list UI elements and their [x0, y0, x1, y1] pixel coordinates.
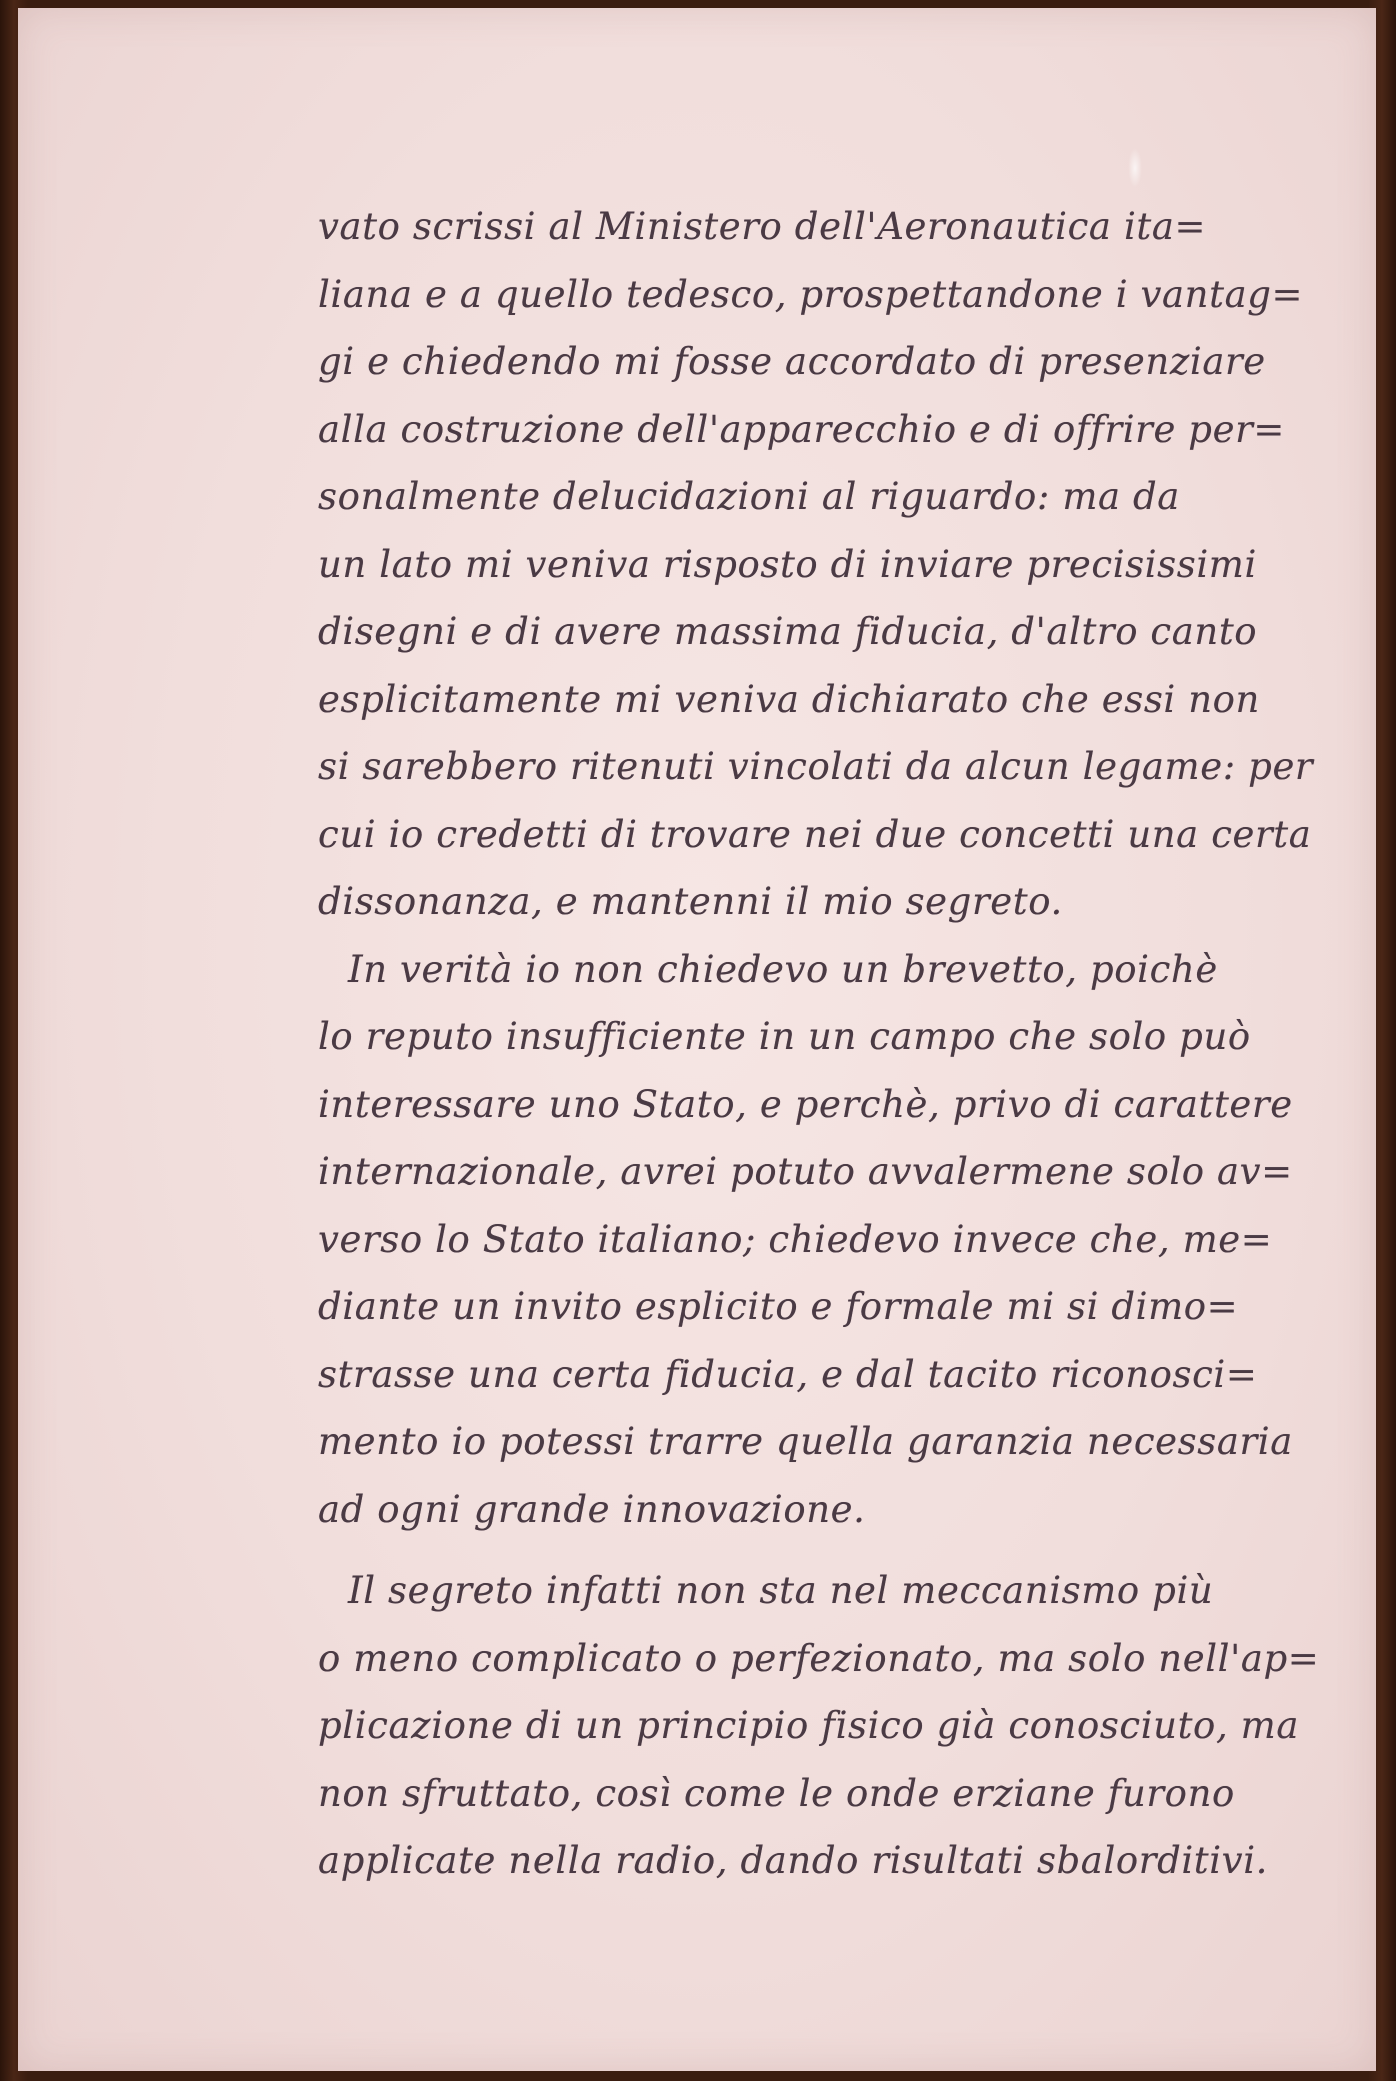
paper-blemish	[1128, 148, 1142, 188]
text-line: diante un invito esplicito e formale mi si dimo=	[318, 1285, 1239, 1328]
text-line: plicazione di un principio fisico già conosciuto, ma	[318, 1704, 1300, 1747]
text-line: disegni e di avere massima fiducia, d'altro canto	[318, 610, 1258, 653]
paragraph-first-line: In verità io non chiedevo un brevetto, poichè	[348, 947, 1218, 991]
text-line: dissonanza, e mantenni il mio segreto.	[318, 880, 1063, 923]
text-line: sonalmente delucidazioni al riguardo: ma da	[318, 475, 1180, 518]
text-line: lo reputo insufficiente in un campo che solo può	[318, 1015, 1251, 1058]
text-line: cui io credetti di trovare nei due concetti una certa	[318, 812, 1312, 856]
text-line: interessare uno Stato, e perchè, privo di carattere	[318, 1082, 1293, 1126]
paragraph-gap	[318, 1543, 1278, 1557]
text-line: un lato mi veniva risposto di inviare precisissimi	[318, 542, 1257, 586]
manuscript-page	[18, 8, 1376, 2071]
text-line: ad ogni grande innovazione.	[318, 1487, 866, 1531]
text-line: applicate nella radio, dando risultati sbalorditivi.	[318, 1839, 1268, 1882]
handwritten-text	[318, 193, 1320, 1895]
text-line: alla costruzione dell'apparecchio e di offrire per=	[318, 407, 1285, 451]
text-line: non sfruttato, così come le onde erziane furono	[318, 1771, 1235, 1815]
text-line: gi e chiedendo mi fosse accordato di presenziare	[318, 340, 1266, 383]
text-line: mento io potessi trarre quella garanzia necessaria	[318, 1420, 1293, 1463]
paragraph-first-line: Il segreto infatti non sta nel meccanismo più	[348, 1569, 1214, 1612]
text-line: verso lo Stato italiano; chiedevo invece che, me=	[318, 1217, 1273, 1261]
text-line: liana e a quello tedesco, prospettandone i vantag=	[318, 272, 1304, 316]
text-line: strasse una certa fiducia, e dal tacito riconosci=	[318, 1352, 1258, 1396]
text-line: internazionale, avrei potuto avvalermene solo av=	[318, 1150, 1293, 1193]
text-line: vato scrissi al Ministero dell'Aeronautica ita=	[318, 205, 1207, 248]
text-line: si sarebbero ritenuti vincolati da alcun legame: per	[318, 745, 1314, 788]
text-line: o meno complicato o perfezionato, ma solo nell'ap=	[318, 1636, 1320, 1680]
text-line: esplicitamente mi veniva dichiarato che essi non	[318, 677, 1260, 721]
